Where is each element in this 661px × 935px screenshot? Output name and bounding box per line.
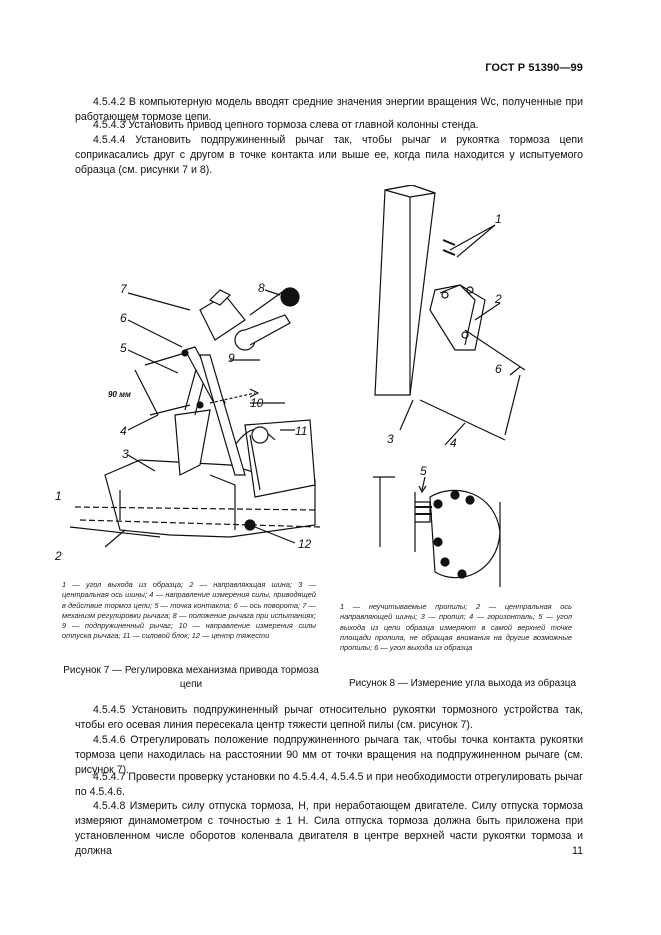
fig7-label-1: 1 bbox=[55, 489, 62, 503]
figure-7-legend: 1 — угол выхода из образца; 2 — направляющая шина; 3 — центральная ось шины; 4 — направление измерения силы, приводящей в действие тормоз цепи; 5 — точка контакта; 6 — ось поворота; 7 — механизм регулировки рычага; 8 — положение рычага при испытаниях; 9 — подпружиненный рычаг; 10 — направление измерения силы отпуска рычага; 11 — силовой блок; 12 — центр тяжести bbox=[62, 580, 316, 641]
fig7-label-4: 4 bbox=[120, 424, 127, 438]
figure-8-drawing-detail bbox=[370, 462, 510, 592]
document-code: ГОСТ Р 51390—99 bbox=[485, 62, 583, 74]
page-number: 11 bbox=[572, 845, 583, 857]
fig8-label-2: 2 bbox=[495, 292, 502, 306]
figure-7-drawing bbox=[50, 275, 340, 575]
fig8-label-5: 5 bbox=[420, 464, 427, 478]
fig7-label-10: 10 bbox=[250, 396, 264, 410]
fig7-label-11: 11 bbox=[295, 424, 308, 438]
paragraph-4-5-4-8: 4.5.4.8 Измерить силу отпуска тормоза, Н, при неработающем двигателе. Силу отпуска тормоза измеряют динамометром с точностью ± 1 Н. Сила отпуска тормоза должна быть приложена при установленном числе оборотов коленвала двигателя в центре верхней части рукоятки тормоза и должна bbox=[75, 800, 583, 857]
fig7-label-8: 8 bbox=[258, 281, 265, 295]
fig7-label-3: 3 bbox=[122, 447, 129, 461]
paragraph-4-5-4-5: 4.5.4.5 Установить подпружиненный рычаг относительно рукоятки тормозного устройства так, чтобы его осевая линия пересекала центр тяжести цепной пилы (см. рисунок 7). bbox=[75, 704, 583, 731]
fig8-label-4: 4 bbox=[450, 436, 457, 450]
paragraph-4-5-4-3: 4.5.4.3 Установить привод цепного тормоза слева от главной колонны стенда. bbox=[93, 119, 479, 131]
fig7-label-2: 2 bbox=[55, 549, 62, 563]
paragraph-4-5-4-6: 4.5.4.6 Отрегулировать положение подпружиненного рычага так, чтобы точка контакта рукоятки тормоза цепи находилась на расстоянии 90 мм от точки вращения на подпружиненном рычаге (см. рисунок 7). bbox=[75, 734, 583, 776]
fig7-dimension-90mm: 90 мм bbox=[108, 390, 131, 399]
figure-8-title: Рисунок 8 — Измерение угла выхода из образца bbox=[348, 678, 577, 689]
fig7-label-6: 6 bbox=[120, 311, 127, 325]
fig8-label-1: 1 bbox=[495, 212, 502, 226]
paragraph-4-5-4-4: 4.5.4.4 Установить подпружиненный рычаг так, чтобы рычаг и рукоятка тормоза цепи соприкасались друг с другом в точке контакта или выше ее, когда пила находится у испытуемого образца (см. рисунки 7 и 8). bbox=[75, 134, 583, 176]
fig7-label-12: 12 bbox=[298, 537, 312, 551]
fig8-label-3: 3 bbox=[387, 432, 394, 446]
figure-8-drawing-top bbox=[365, 185, 565, 450]
paragraph-4-5-4-7: 4.5.4.7 Провести проверку установки по 4.5.4.4, 4.5.4.5 и при необходимости отрегулировать рычаг по 4.5.4.6. bbox=[75, 771, 583, 798]
figure-8-legend: 1 — неучитываемые пропилы; 2 — центральная ось направляющей шины; 3 — пропил; 4 — горизонталь; 5 — угол выхода из цепи образца измеряют в самой верхней точке площади пропила, не обращая внимания на другие возможные пропилы; 6 — угол выхода из образца bbox=[340, 602, 572, 653]
fig7-label-9: 9 bbox=[228, 351, 235, 365]
fig8-label-6: 6 bbox=[495, 362, 502, 376]
figure-7-title: Рисунок 7 — Регулировка механизма привода тормоза цепи bbox=[63, 665, 319, 690]
paragraph-4-5-4-2: 4.5.4.2 В компьютерную модель вводят средние значения энергии вращения Wс, полученные при работающем тормозе цепи. bbox=[75, 96, 583, 123]
fig7-label-5: 5 bbox=[120, 341, 127, 355]
fig7-label-7: 7 bbox=[120, 282, 127, 296]
